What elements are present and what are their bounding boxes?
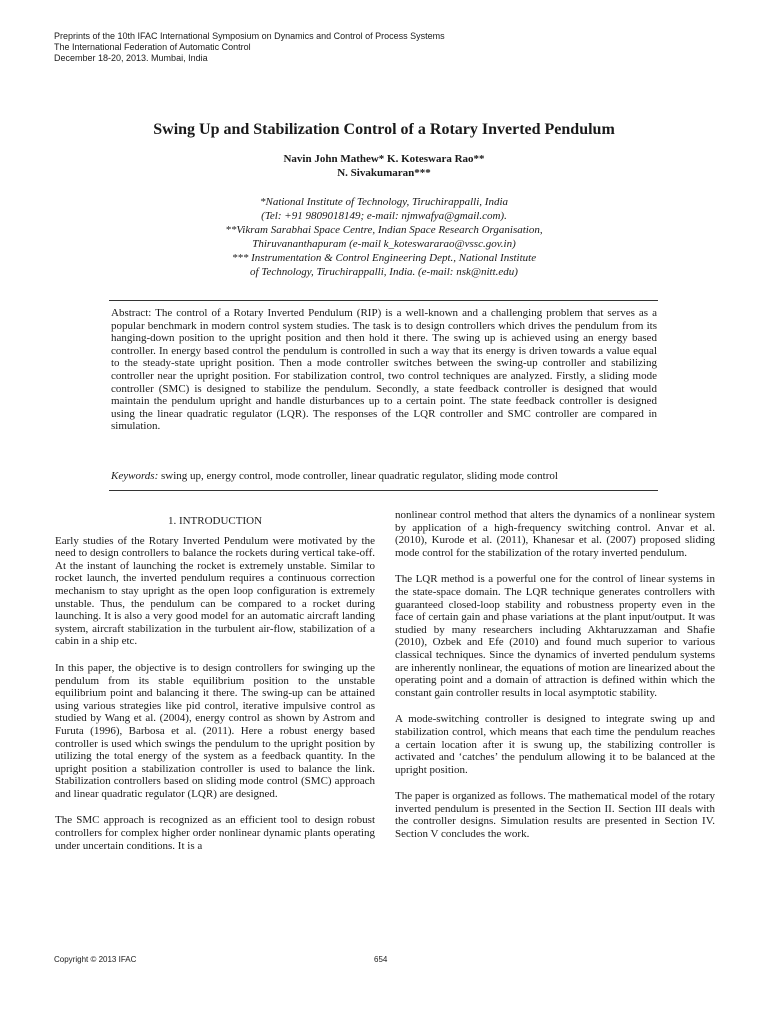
conference-header <box>54 31 445 64</box>
keywords <box>111 470 657 483</box>
keywords-text: swing up, energy control, mode controller, linear quadratic regulator, sliding mode control <box>161 470 558 482</box>
section-heading-introduction: 1. INTRODUCTION <box>167 515 263 527</box>
left-column <box>55 515 375 866</box>
affiliations <box>0 195 768 279</box>
right-column <box>395 509 715 855</box>
copyright-notice: Copyright © 2013 IFAC <box>54 955 137 964</box>
abstract-text: Abstract: The control of a Rotary Inverted Pendulum (RIP) is a well-known and a challenging problem that serves as a popular benchmark in modern control system studies. The task is to design controllers which drives the pendulum from its hanging-down position to the upright position and then hold it there. The swing up is achieved using an energy based controller. In energy based control the pendulum is controlled in such a way that its energy is driven towards a value equal to the steady-state upright position. Then a mode controller switches between the swing-up controller and stabilizing controller near the upright position. For stabilization control, two control techniques are analyzed. Firstly, a sliding mode controller (SMC) is designed to stabilize the pendulum. Secondly, a state feedback controller is designed that would maintain the pendulum upright and handle disturbances up to a certain point. The state feedback controller is designed using the linear quadratic regulator (LQR). The responses of the LQR controller and SMC controller are compared in simulation. <box>111 307 657 433</box>
header-line-3: December 18-20, 2013. Mumbai, India <box>54 53 208 63</box>
paragraph: Early studies of the Rotary Inverted Pendulum were motivated by the need to design controllers to balance the rockets during vertical take-off. At the instant of launching the rocket is extremely unstable. Similar to rocket launch, the inverted pendulum requires a continuous correction mechanism to stay upright as the open loop configuration is extremely unstable. Thus, the pendulum can be compared to a rocket during launching. It is also a very good model for an automatic aircraft landing system, aircraft stabilization in the turbulent air-flow, stabilization of a cabin in a ship etc. <box>55 534 375 648</box>
paragraph: nonlinear control method that alters the dynamics of a nonlinear system by application of a high-frequency switching control. Anvar et al. (2010), Kurode et al. (2011), Khanesar et al. (2007) proposed sliding mode control for the stabilization of the rotary inverted pendulum. <box>395 509 715 559</box>
abstract-bottom-rule <box>109 490 658 491</box>
paper-title: Swing Up and Stabilization Control of a Rotary Inverted Pendulum <box>153 121 615 138</box>
affiliation-line: (Tel: +91 9809018149; e-mail: njmwafya@gmail.com). <box>261 210 507 222</box>
abstract-top-rule <box>109 300 658 301</box>
header-line-1: Preprints of the 10th IFAC International Symposium on Dynamics and Control of Process Systems <box>54 31 445 41</box>
paragraph: The SMC approach is recognized as an efficient tool to design robust controllers for complex higher order nonlinear dynamic plants operating under uncertain conditions. It is a <box>55 814 375 852</box>
author-line-2: N. Sivakumaran*** <box>337 167 431 179</box>
keywords-label: Keywords: <box>111 470 159 482</box>
author-list <box>0 152 768 180</box>
header-line-2: The International Federation of Automatic Control <box>54 42 251 52</box>
author-line-1: Navin John Mathew* K. Koteswara Rao** <box>283 153 485 165</box>
page-number: 654 <box>374 955 388 964</box>
paragraph: A mode-switching controller is designed to integrate swing up and stabilization control, which means that each time the pendulum reaches a certain location after it is swung up, the stabilizing controller is activated and ‘catches’ the pendulum allowing it to be balanced at the upright position. <box>395 713 715 776</box>
paragraph: The LQR method is a powerful one for the control of linear systems in the state-space domain. The LQR technique generates controllers with guaranteed closed-loop stability and robustness property even in the face of certain gain and phase variations at the plant input/output. It was studied by many researchers including Akhtaruzzaman and Shafie (2010), Ozbek and Efe (2010) and found much superior to various classical techniques. Since the dynamics of inverted pendulum systems are inherently nonlinear, the equations of motion are linearized about the operating point and a domain of attraction is defined within which the constant gain controller results in local asymptotic stability. <box>395 573 715 699</box>
affiliation-line: *** Instrumentation & Control Engineering Dept., National Institute <box>231 252 537 264</box>
affiliation-line: Thiruvananthapuram (e-mail k_koteswararao@vssc.gov.in) <box>252 238 516 250</box>
affiliation-line: **Vikram Sarabhai Space Centre, Indian Space Research Organisation, <box>225 224 543 236</box>
affiliation-line: of Technology, Tiruchirappalli, India. (e-mail: nsk@nitt.edu) <box>250 266 518 278</box>
paragraph: The paper is organized as follows. The mathematical model of the rotary inverted pendulum is presented in the Section II. Section III deals with the controller designs. Simulation results are presented in Section IV. Section V concludes the work. <box>395 790 715 841</box>
paragraph: In this paper, the objective is to design controllers for swinging up the pendulum from its stable equilibrium position to the unstable equilibrium point and balancing it there. The swing-up can be attained using various strategies like pid control, iterative impulsive control as studied by Wang et al. (2004), energy control as shown by Astrom and Furuta (1996), Barbosa et al. (2011). Here a robust energy based controller is used which swings the pendulum to the upright position by utilizing the total energy of the system as a feedback quantity. In the upright position a stabilization controller is used to balance the link. Stabilization controllers based on sliding mode control (SMC) approach and linear quadratic regulator (LQR) are designed. <box>55 661 375 800</box>
affiliation-line: *National Institute of Technology, Tiruchirappalli, India <box>259 196 509 208</box>
